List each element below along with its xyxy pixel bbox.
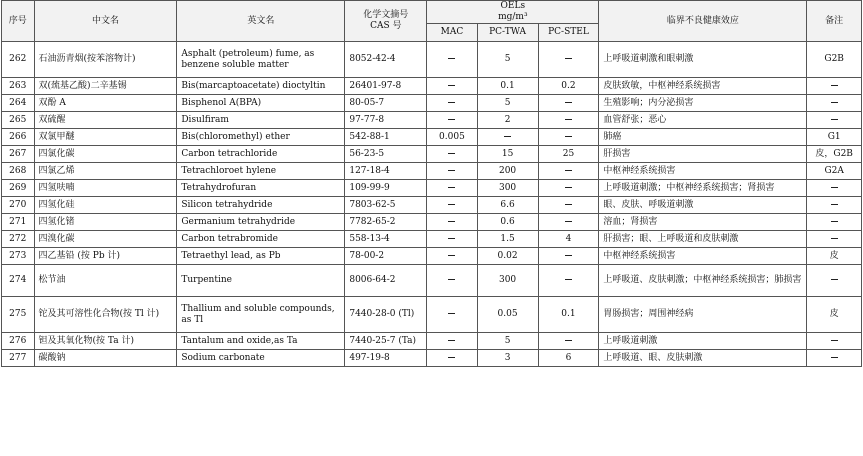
cell-effect: 眼、皮肤、呼吸道刺激 <box>599 197 807 214</box>
empty-dash <box>448 340 455 341</box>
empty-dash <box>448 238 455 239</box>
empty-dash <box>831 85 838 86</box>
cell-remark <box>807 214 862 231</box>
table-row <box>2 112 862 129</box>
cell-remark: G2B <box>807 42 862 78</box>
cell-pc-twa: 2 <box>477 112 538 129</box>
empty-dash <box>565 58 572 59</box>
cell-cn-name: 松节油 <box>34 265 177 297</box>
cell-effect: 上呼吸道、眼、皮肤刺激 <box>599 350 807 367</box>
table-row <box>2 248 862 265</box>
cell-cas: 97-77-8 <box>345 112 427 129</box>
header-no: 序号 <box>2 1 35 42</box>
empty-dash <box>565 221 572 222</box>
cell-effect: 上呼吸道、皮肤刺激；中枢神经系统损害；肺损害 <box>599 265 807 297</box>
cell-effect: 上呼吸道刺激；中枢神经系统损害；肾损害 <box>599 180 807 197</box>
cell-pc-stel <box>538 42 599 78</box>
cell-pc-stel <box>538 265 599 297</box>
cell-pc-stel: 6 <box>538 350 599 367</box>
cell-no: 264 <box>2 95 35 112</box>
cell-pc-twa: 200 <box>477 163 538 180</box>
cell-remark <box>807 112 862 129</box>
empty-dash <box>448 313 455 314</box>
cell-pc-stel <box>538 248 599 265</box>
cell-effect: 肺癌 <box>599 129 807 146</box>
cell-remark <box>807 78 862 95</box>
empty-dash <box>565 279 572 280</box>
cell-effect: 上呼吸道刺激 <box>599 333 807 350</box>
cell-pc-stel <box>538 214 599 231</box>
cell-en-name: Bisphenol A(BPA) <box>177 95 345 112</box>
cell-en-name: Tetrachloroet hylene <box>177 163 345 180</box>
cell-mac <box>427 95 477 112</box>
cell-pc-twa: 15 <box>477 146 538 163</box>
cell-en-name: Germanium tetrahydride <box>177 214 345 231</box>
cell-pc-twa: 0.02 <box>477 248 538 265</box>
empty-dash <box>565 119 572 120</box>
cell-remark <box>807 265 862 297</box>
cell-en-name: Tetraethyl lead, as Pb <box>177 248 345 265</box>
cell-en-name: Carbon tetrabromide <box>177 231 345 248</box>
empty-dash <box>831 279 838 280</box>
cell-pc-stel <box>538 95 599 112</box>
cell-pc-stel <box>538 129 599 146</box>
cell-cn-name: 四氯乙烯 <box>34 163 177 180</box>
header-remarks: 备注 <box>807 1 862 42</box>
empty-dash <box>565 102 572 103</box>
cell-remark <box>807 350 862 367</box>
cell-en-name: Bis(marcaptoacetate) dioctyltin <box>177 78 345 95</box>
cell-pc-stel <box>538 112 599 129</box>
cell-cas: 7440-25-7 (Ta) <box>345 333 427 350</box>
header-cas-line1: 化学文摘号 <box>363 10 409 20</box>
cell-no: 262 <box>2 42 35 78</box>
empty-dash <box>831 187 838 188</box>
cell-mac <box>427 78 477 95</box>
header-oels-line1: OELs <box>500 1 526 11</box>
empty-dash <box>565 340 572 341</box>
cell-pc-twa: 300 <box>477 265 538 297</box>
cell-mac <box>427 248 477 265</box>
cell-cas: 78-00-2 <box>345 248 427 265</box>
cell-pc-stel: 0.2 <box>538 78 599 95</box>
cell-no: 270 <box>2 197 35 214</box>
cell-pc-stel: 0.1 <box>538 297 599 333</box>
cell-no: 275 <box>2 297 35 333</box>
cell-cn-name: 双酚 A <box>34 95 177 112</box>
table-row <box>2 129 862 146</box>
cell-remark <box>807 333 862 350</box>
cell-remark <box>807 95 862 112</box>
cell-cas: 7440-28-0 (Tl) <box>345 297 427 333</box>
empty-dash <box>831 357 838 358</box>
table-row <box>2 95 862 112</box>
cell-pc-stel <box>538 333 599 350</box>
cell-cas: 80-05-7 <box>345 95 427 112</box>
cell-cn-name: 碳酸钠 <box>34 350 177 367</box>
cell-cas: 7782-65-2 <box>345 214 427 231</box>
cell-en-name: Silicon tetrahydride <box>177 197 345 214</box>
cell-cas: 8052-42-4 <box>345 42 427 78</box>
cell-effect: 肝损害 <box>599 146 807 163</box>
cell-no: 272 <box>2 231 35 248</box>
cell-en-name: Tetrahydrofuran <box>177 180 345 197</box>
empty-dash <box>831 119 838 120</box>
cell-mac <box>427 42 477 78</box>
empty-dash <box>448 58 455 59</box>
cell-cas: 558-13-4 <box>345 231 427 248</box>
cell-no: 269 <box>2 180 35 197</box>
cell-pc-stel <box>538 180 599 197</box>
cell-effect: 胃肠损害；周围神经病 <box>599 297 807 333</box>
cell-remark: G1 <box>807 129 862 146</box>
cell-mac <box>427 350 477 367</box>
cell-en-name: Asphalt (petroleum) fume, as benzene soluble matter <box>177 42 345 78</box>
cell-no: 271 <box>2 214 35 231</box>
cell-en-name: Carbon tetrachloride <box>177 146 345 163</box>
header-cas <box>345 1 427 42</box>
cell-cn-name: 四氯化碳 <box>34 146 177 163</box>
cell-no: 266 <box>2 129 35 146</box>
table-row <box>2 42 862 78</box>
cell-pc-twa: 1.5 <box>477 231 538 248</box>
cell-cn-name: 双(巯基乙酸)二辛基锡 <box>34 78 177 95</box>
header-cn-name: 中文名 <box>34 1 177 42</box>
cell-cn-name: 双硫醒 <box>34 112 177 129</box>
cell-mac <box>427 180 477 197</box>
empty-dash <box>448 119 455 120</box>
cell-en-name: Turpentine <box>177 265 345 297</box>
cell-cn-name: 铊及其可溶性化合物(按 Tl 计) <box>34 297 177 333</box>
cell-pc-twa: 6.6 <box>477 197 538 214</box>
cell-cn-name: 石油沥青烟(按苯溶物计) <box>34 42 177 78</box>
cell-effect: 生殖影响；内分泌损害 <box>599 95 807 112</box>
cell-cn-name: 双氯甲醚 <box>34 129 177 146</box>
cell-pc-twa: 5 <box>477 333 538 350</box>
empty-dash <box>448 187 455 188</box>
cell-pc-twa: 3 <box>477 350 538 367</box>
cell-effect: 血管舒张；恶心 <box>599 112 807 129</box>
cell-mac <box>427 112 477 129</box>
header-effects: 临界不良健康效应 <box>599 1 807 42</box>
empty-dash <box>831 238 838 239</box>
cell-no: 273 <box>2 248 35 265</box>
empty-dash <box>448 153 455 154</box>
cell-mac <box>427 197 477 214</box>
cell-pc-twa: 0.6 <box>477 214 538 231</box>
header-pc-twa: PC-TWA <box>477 24 538 42</box>
cell-cas: 127-18-4 <box>345 163 427 180</box>
cell-en-name: Thallium and soluble compounds, as Tl <box>177 297 345 333</box>
cell-pc-stel: 25 <box>538 146 599 163</box>
empty-dash <box>448 102 455 103</box>
cell-pc-stel: 4 <box>538 231 599 248</box>
cell-mac <box>427 163 477 180</box>
empty-dash <box>565 255 572 256</box>
cell-en-name: Disulfiram <box>177 112 345 129</box>
header-oels-line2: mg/m³ <box>498 12 528 22</box>
table-row <box>2 146 862 163</box>
header-oels <box>427 1 599 24</box>
empty-dash <box>448 255 455 256</box>
cell-cas: 7803-62-5 <box>345 197 427 214</box>
cell-no: 276 <box>2 333 35 350</box>
cell-remark: 皮 <box>807 297 862 333</box>
cell-effect: 上呼吸道刺激和眼刺激 <box>599 42 807 78</box>
cell-cas: 497-19-8 <box>345 350 427 367</box>
cell-mac <box>427 231 477 248</box>
cell-effect: 皮肤致敏，中枢神经系统损害 <box>599 78 807 95</box>
table-row <box>2 333 862 350</box>
cell-remark: 皮 <box>807 248 862 265</box>
cell-en-name: Sodium carbonate <box>177 350 345 367</box>
cell-mac <box>427 265 477 297</box>
table-row <box>2 163 862 180</box>
cell-pc-stel <box>538 197 599 214</box>
empty-dash <box>565 204 572 205</box>
header-mac: MAC <box>427 24 477 42</box>
empty-dash <box>448 170 455 171</box>
table-row <box>2 180 862 197</box>
cell-remark: 皮，G2B <box>807 146 862 163</box>
cell-pc-twa: 5 <box>477 95 538 112</box>
table-row <box>2 265 862 297</box>
header-pc-stel: PC-STEL <box>538 24 599 42</box>
cell-no: 265 <box>2 112 35 129</box>
cell-cn-name: 四氢呋喃 <box>34 180 177 197</box>
cell-cn-name: 钽及其氧化物(按 Ta 计) <box>34 333 177 350</box>
empty-dash <box>831 102 838 103</box>
table-row <box>2 350 862 367</box>
empty-dash <box>504 136 511 137</box>
empty-dash <box>448 221 455 222</box>
cell-no: 277 <box>2 350 35 367</box>
empty-dash <box>831 340 838 341</box>
cell-cn-name: 四氢化锗 <box>34 214 177 231</box>
empty-dash <box>448 357 455 358</box>
cell-cn-name: 四溴化碳 <box>34 231 177 248</box>
empty-dash <box>565 187 572 188</box>
cell-cas: 542-88-1 <box>345 129 427 146</box>
table-row <box>2 231 862 248</box>
cell-mac: 0.005 <box>427 129 477 146</box>
cell-no: 267 <box>2 146 35 163</box>
cell-mac <box>427 297 477 333</box>
cell-en-name: Tantalum and oxide,as Ta <box>177 333 345 350</box>
table-row <box>2 297 862 333</box>
cell-cas: 8006-64-2 <box>345 265 427 297</box>
cell-pc-twa: 0.05 <box>477 297 538 333</box>
cell-no: 268 <box>2 163 35 180</box>
cell-cn-name: 四乙基铅 (按 Pb 计) <box>34 248 177 265</box>
cell-cas: 109-99-9 <box>345 180 427 197</box>
cell-remark <box>807 231 862 248</box>
cell-remark: G2A <box>807 163 862 180</box>
empty-dash <box>448 204 455 205</box>
oel-table <box>1 0 862 367</box>
cell-no: 274 <box>2 265 35 297</box>
table-body <box>2 42 862 367</box>
cell-pc-twa <box>477 129 538 146</box>
empty-dash <box>448 279 455 280</box>
cell-pc-stel <box>538 163 599 180</box>
empty-dash <box>831 221 838 222</box>
cell-effect: 中枢神经系统损害 <box>599 248 807 265</box>
header-cas-line2: CAS 号 <box>370 21 402 31</box>
cell-effect: 中枢神经系统损害 <box>599 163 807 180</box>
empty-dash <box>831 204 838 205</box>
cell-cn-name: 四氢化硅 <box>34 197 177 214</box>
cell-no: 263 <box>2 78 35 95</box>
empty-dash <box>448 85 455 86</box>
cell-remark <box>807 180 862 197</box>
cell-pc-twa: 5 <box>477 42 538 78</box>
cell-pc-twa: 0.1 <box>477 78 538 95</box>
table-row <box>2 214 862 231</box>
cell-mac <box>427 214 477 231</box>
table-row <box>2 197 862 214</box>
table-row <box>2 78 862 95</box>
cell-mac <box>427 146 477 163</box>
cell-en-name: Bis(chloromethyl) ether <box>177 129 345 146</box>
cell-cas: 56-23-5 <box>345 146 427 163</box>
cell-effect: 肝损害；眼、上呼吸道和皮肤刺激 <box>599 231 807 248</box>
cell-mac <box>427 333 477 350</box>
cell-remark <box>807 197 862 214</box>
cell-cas: 26401-97-8 <box>345 78 427 95</box>
cell-pc-twa: 300 <box>477 180 538 197</box>
empty-dash <box>565 136 572 137</box>
header-en-name: 英文名 <box>177 1 345 42</box>
empty-dash <box>565 170 572 171</box>
cell-effect: 溶血；肾损害 <box>599 214 807 231</box>
